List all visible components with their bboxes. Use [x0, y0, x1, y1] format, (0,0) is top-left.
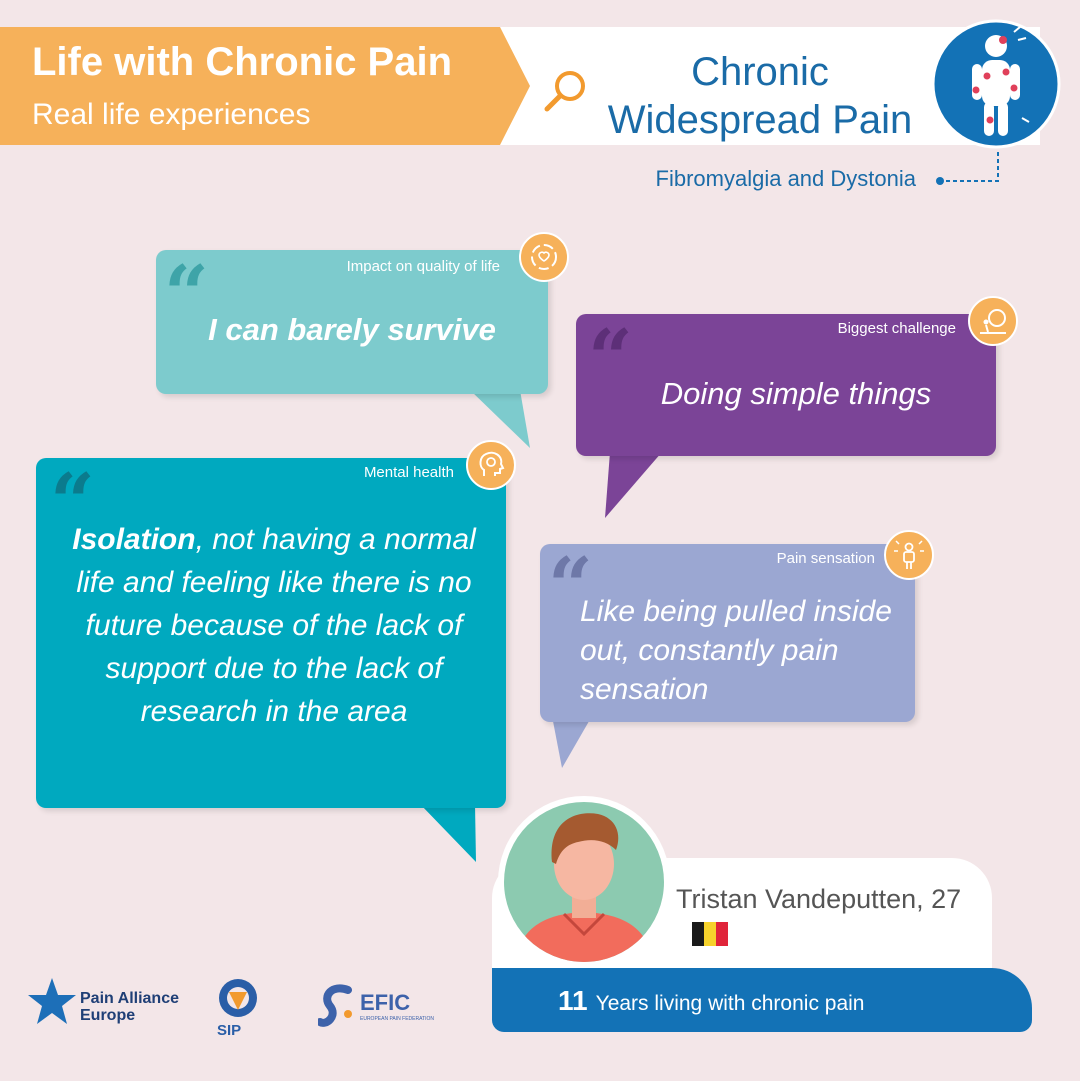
- pae-logo-line1: Pain Alliance: [80, 990, 179, 1007]
- mental-bubble-tail: [420, 804, 490, 864]
- challenge-bubble-tail: [600, 452, 670, 522]
- person-name: Tristan Vandeputten, 27: [676, 884, 962, 914]
- years-count: 11: [558, 985, 588, 1016]
- quote-text: I can barely survive: [208, 312, 496, 347]
- sensation-person-icon: [884, 530, 934, 580]
- mental-quote-text: [64, 518, 484, 733]
- belgium-flag-icon: [692, 922, 728, 946]
- quote-text: Doing simple things: [660, 376, 932, 411]
- quote-mark: “: [164, 256, 209, 316]
- category-label: Biggest challenge: [837, 320, 956, 337]
- page-subtitle: Real life experiences: [32, 98, 311, 131]
- efic-logo-icon: [318, 982, 358, 1034]
- star-logo-icon: [26, 976, 78, 1028]
- category-label: Impact on quality of life: [346, 258, 500, 275]
- sensation-bubble-tail: [552, 716, 612, 772]
- pae-logo-text: [80, 990, 179, 1024]
- avatar: [494, 792, 674, 972]
- quote-mark: “: [50, 464, 95, 524]
- quote-text: Like being pulled inside out, constantly pain sensation: [580, 595, 892, 706]
- sip-logo-text: SIP: [217, 1022, 242, 1039]
- connector-line: [930, 148, 1005, 188]
- pae-logo-line2: Europe: [80, 1007, 136, 1024]
- quote-emphasis: Isolation: [72, 523, 196, 556]
- category-label: Pain sensation: [776, 550, 875, 567]
- condition-title: Chronic Widespread Pain: [607, 50, 913, 142]
- efic-logo-text: EFIC: [360, 990, 411, 1015]
- body-pain-icon: [930, 18, 1062, 150]
- years-with-pain: [558, 985, 864, 1017]
- quote-mark: “: [548, 548, 593, 608]
- page-title: Life with Chronic Pain: [32, 40, 453, 84]
- category-label: Mental health: [363, 464, 454, 481]
- quality-cycle-icon: [519, 232, 569, 282]
- years-label: Years living with chronic pain: [595, 992, 865, 1015]
- mental-brain-icon: [466, 440, 516, 490]
- magnifier-icon: [542, 66, 590, 114]
- quote-mark: “: [588, 320, 633, 380]
- sip-logo-icon: [212, 978, 264, 1022]
- efic-logo-subtext: EUROPEAN PAIN FEDERATION: [360, 1016, 434, 1022]
- sub-condition-label: Fibromyalgia and Dystonia: [655, 166, 916, 191]
- quote-text: , not having a normal life and feeling like there is no future because of the lack of support due to the lack of research in the area: [76, 523, 476, 728]
- challenge-boulder-icon: [968, 296, 1018, 346]
